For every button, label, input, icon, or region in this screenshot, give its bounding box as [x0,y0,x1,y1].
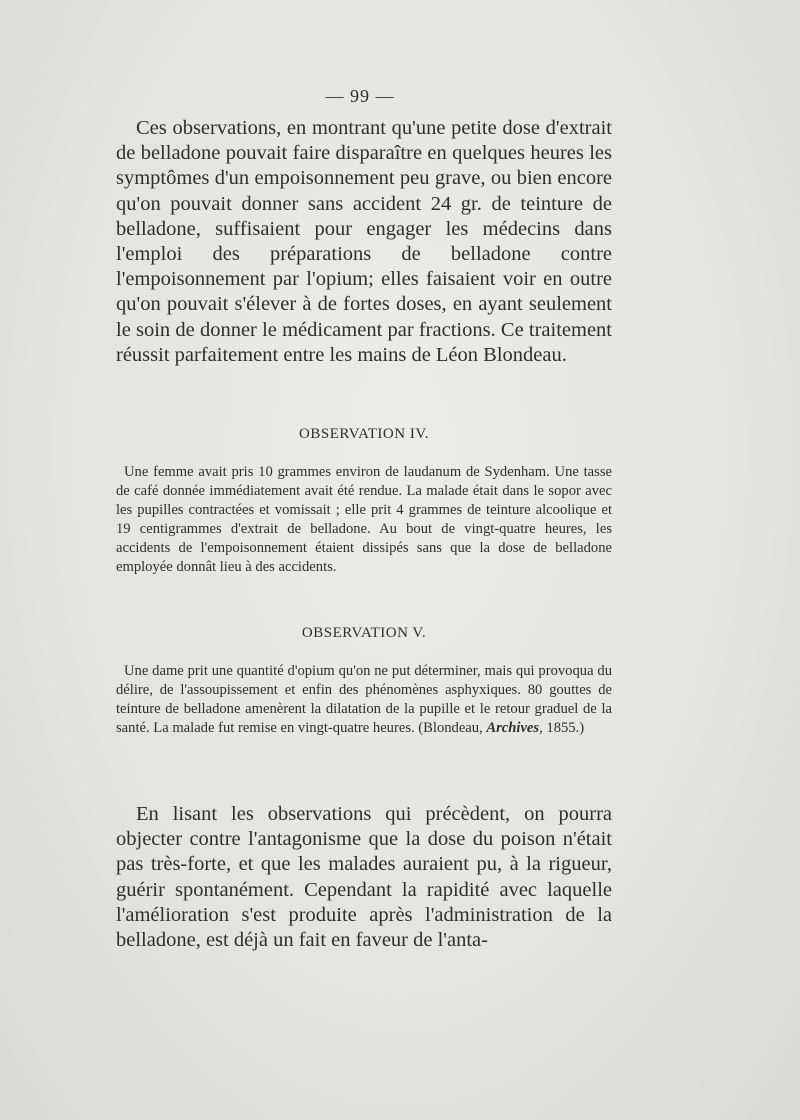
closing-paragraph-block [116,802,612,953]
observation-5-text: Une dame prit une quantité d'opium qu'on ne put déterminer, mais qui provoqua du délire, de l'assoupissement et enfin des phénomènes asphyxiques. 80 gouttes de teinture de belladone amenèrent la dilatation de la pupille et le retour graduel de la santé. La malade fut remise en vingt-quatre heures. (Blondeau, [116,663,612,737]
observation-5-title: OBSERVATION V. [301,625,427,641]
page-number: — 99 — [325,86,395,106]
observation-5-citation-end: , 1855.) [539,720,585,737]
observation-4-block [116,463,612,578]
closing-paragraph-text: En lisant les observations qui précèdent, on pourra objecter contre l'antagonisme que la dose du poison n'était pas très-forte, et que les malades auraient pu, à la rigueur, guérir spontanément. Cependant la rapidité avec laquelle l'amélioration s'est produite après l'administration de la belladone, est déjà un fait en faveur de l'anta- [116,803,612,952]
observation-4-text: Une femme avait pris 10 grammes environ de laudanum de Sydenham. Une tasse de café donnée immédiatement avait été rendue. La malade était dans le sopor avec les pupilles contractées et vomissait ; elle prit 4 grammes de teinture alcoolique et 19 centigrammes d'extrait de belladone. Au bout de vingt-quatre heures, les accidents de l'empoisonnement étaient dissipés sans que la dose de belladone employée donnât lieu à des accidents. [116,464,612,576]
observation-4-title: OBSERVATION IV. [299,426,429,442]
observation-5-block [116,662,612,738]
closing-paragraph [116,802,612,953]
observation-5-text-paragraph [116,662,612,738]
intro-paragraph-block [116,116,612,368]
intro-paragraph [116,116,612,368]
observation-5-citation: Archives [486,720,540,737]
observation-4-text-paragraph [116,463,612,578]
intro-paragraph-text: Ces observations, en montrant qu'une petite dose d'extrait de belladone pouvait faire disparaître en quelques heures les symptômes d'un empoisonnement peu grave, ou bien encore qu'on pouvait donner sans accident 24 gr. de teinture de belladone, suffisaient pour engager les médecins dans l'emploi des préparations de belladone contre l'empoisonnement par l'opium; elles faisaient voir en outre qu'on pouvait s'élever à de fortes doses, en ayant seulement le soin de donner le médicament par fractions. Ce traitement réussit parfaitement entre les mains de Léon Blondeau. [116,117,612,366]
